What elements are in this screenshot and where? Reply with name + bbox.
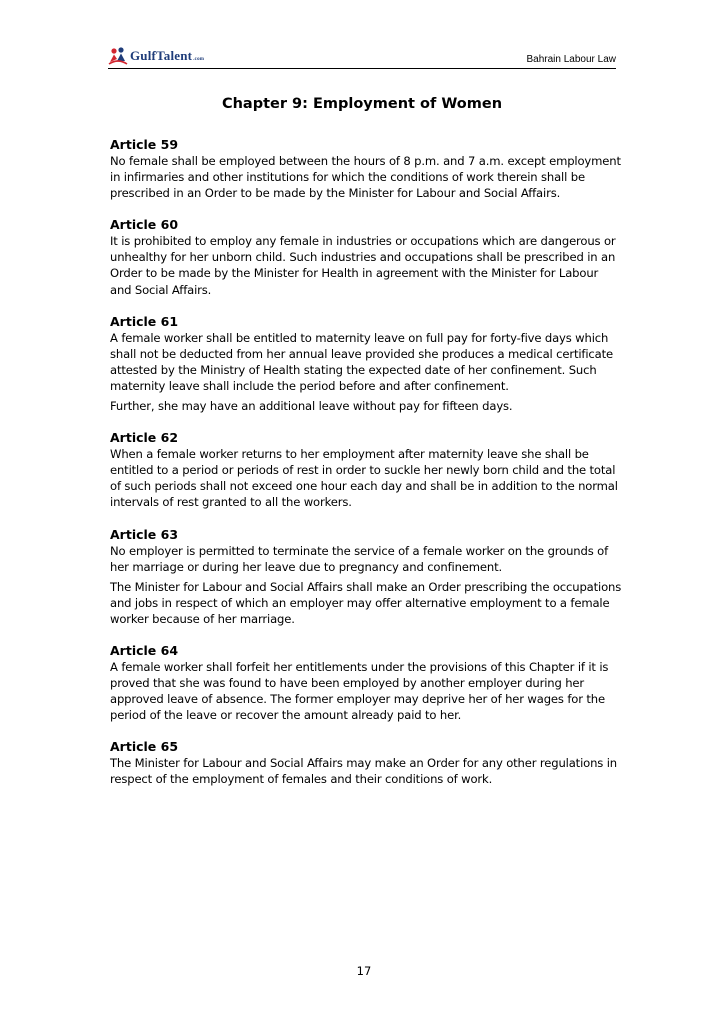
article-paragraph: The Minister for Labour and Social Affairs shall make an Order prescribing the occupations and jobs in respect of which an employer may offer alternative employment to a female worker because of her marriage. xyxy=(110,579,622,626)
gulftalent-logo xyxy=(108,44,204,68)
article-62 xyxy=(110,429,622,510)
article-paragraph: It is prohibited to employ any female in industries or occupations which are dangerous or unhealthy for her unborn child. Such industries and occupations shall be prescribed in an Order to be made by the Minister for Health in agreement with the Minister for Labour and Social Affairs. xyxy=(110,234,616,297)
chapter-title: Chapter 9: Employment of Women xyxy=(221,96,503,112)
article-heading: Article 60 xyxy=(110,217,179,233)
article-paragraph: No female shall be employed between the hours of 8 p.m. and 7 a.m. except employment in infirmaries and other institutions for which the conditions of work therein shall be prescribed in an Order to be made by the Minister for Labour and Social Affairs. xyxy=(110,154,621,201)
article-60 xyxy=(110,216,622,297)
articles-container xyxy=(110,136,622,803)
article-paragraph: The Minister for Labour and Social Affairs may make an Order for any other regulations in respect of the employment of females and their conditions of work. xyxy=(110,756,617,787)
logo-wordmark: GulfTalent.com xyxy=(130,48,205,63)
document-name: Bahrain Labour Law xyxy=(526,54,616,65)
article-heading: Article 62 xyxy=(110,430,179,446)
page-number: 17 xyxy=(356,964,372,978)
header-divider xyxy=(108,68,616,69)
article-64 xyxy=(110,642,622,723)
article-paragraph: A female worker shall be entitled to maternity leave on full pay for forty-five days which shall not be deducted from her annual leave provided she produces a medical certificate attested by the Ministry of Health stating the expected date of her confinement. Such maternity leave shall include the period before and after confinement. xyxy=(110,330,613,393)
article-paragraph: Further, she may have an additional leave without pay for fifteen days. xyxy=(110,399,513,414)
page-header xyxy=(108,40,616,70)
article-63 xyxy=(110,526,622,627)
article-heading: Article 65 xyxy=(110,739,179,755)
article-paragraph: No employer is permitted to terminate the service of a female worker on the grounds of her marriage or during her leave due to pregnancy and confinement. xyxy=(110,543,608,574)
article-heading: Article 59 xyxy=(110,137,179,152)
article-heading: Article 61 xyxy=(110,313,179,329)
article-heading: Article 64 xyxy=(110,642,179,658)
article-65 xyxy=(110,738,622,787)
article-heading: Article 63 xyxy=(110,526,179,542)
people-logo-icon xyxy=(108,46,128,66)
article-paragraph: When a female worker returns to her employment after maternity leave she shall be entitled to a period or periods of rest in order to suckle her newly born child and the total of such periods shall not exceed one hour each day and shall be in addition to the normal intervals of rest granted to all the workers. xyxy=(110,447,618,510)
article-59 xyxy=(110,136,622,201)
article-61 xyxy=(110,313,622,414)
article-paragraph: A female worker shall forfeit her entitlements under the provisions of this Chapter if it is proved that she was found to have been employed by another employer during her approved leave of absence. The former employer may deprive her of her wages for the period of the leave or recover the amount already paid to her. xyxy=(110,659,609,723)
